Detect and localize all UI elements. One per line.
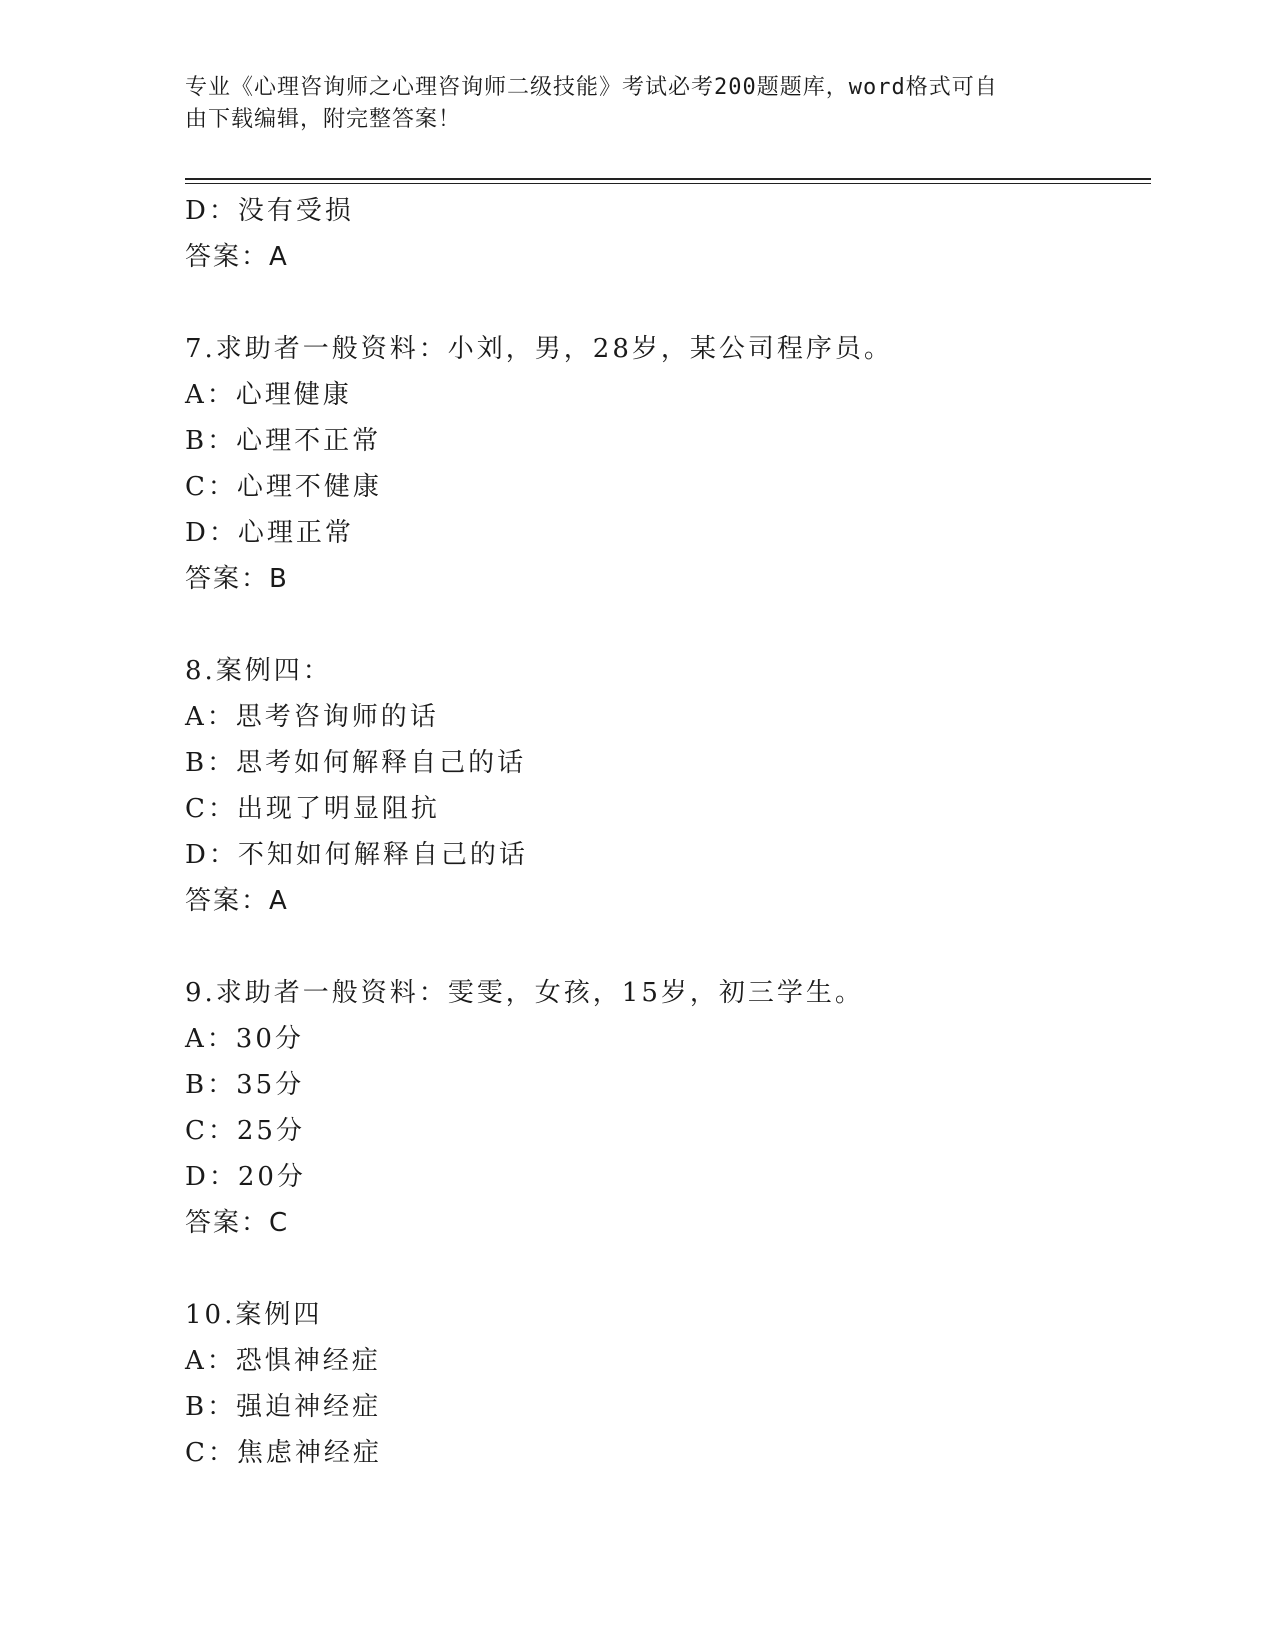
question-stem: 8.案例四： [185, 656, 332, 686]
option-c: C：25分 [185, 1116, 305, 1146]
question-stem: 7.求助者一般资料：小刘，男，28岁，某公司程序员。 [185, 334, 893, 364]
answer: 答案：C [185, 1208, 290, 1238]
question-7 [185, 326, 1151, 602]
question-list [185, 188, 1151, 1476]
option-a: A：30分 [185, 1024, 304, 1054]
option-c: C：心理不健康 [185, 472, 382, 502]
answer: 答案：A [185, 242, 289, 272]
question-8 [185, 648, 1151, 924]
option-b: B：思考如何解释自己的话 [185, 748, 527, 778]
header-line-1: 专业《心理咨询师之心理咨询师二级技能》考试必考200题题库，word格式可自 [185, 75, 998, 100]
document-header [185, 72, 1065, 136]
option-d: D：20分 [185, 1162, 306, 1192]
spacer [185, 1246, 1151, 1292]
option-a: A：恐惧神经症 [185, 1346, 381, 1376]
option-c: C：出现了明显阻抗 [185, 794, 440, 824]
option-a: A：心理健康 [185, 380, 352, 410]
option-b: B：心理不正常 [185, 426, 382, 456]
answer: 答案：B [185, 564, 289, 594]
question-stem: 9.求助者一般资料：雯雯，女孩，15岁，初三学生。 [185, 978, 864, 1008]
option-d: D：没有受损 [185, 196, 354, 226]
option-b: B：强迫神经症 [185, 1392, 382, 1422]
header-divider-thick [185, 178, 1151, 180]
option-b: B：35分 [185, 1070, 305, 1100]
answer: 答案：A [185, 886, 289, 916]
option-d: D：不知如何解释自己的话 [185, 840, 528, 870]
header-line-2: 由下载编辑，附完整答案！ [185, 107, 462, 132]
question-10 [185, 1292, 1151, 1476]
option-c: C：焦虑神经症 [185, 1438, 382, 1468]
spacer [185, 602, 1151, 648]
question-9 [185, 970, 1151, 1246]
header-divider-thin [185, 183, 1151, 184]
spacer [185, 924, 1151, 970]
option-d: D：心理正常 [185, 518, 354, 548]
spacer [185, 280, 1151, 326]
option-a: A：思考咨询师的话 [185, 702, 439, 732]
question-stem: 10.案例四 [185, 1300, 323, 1330]
